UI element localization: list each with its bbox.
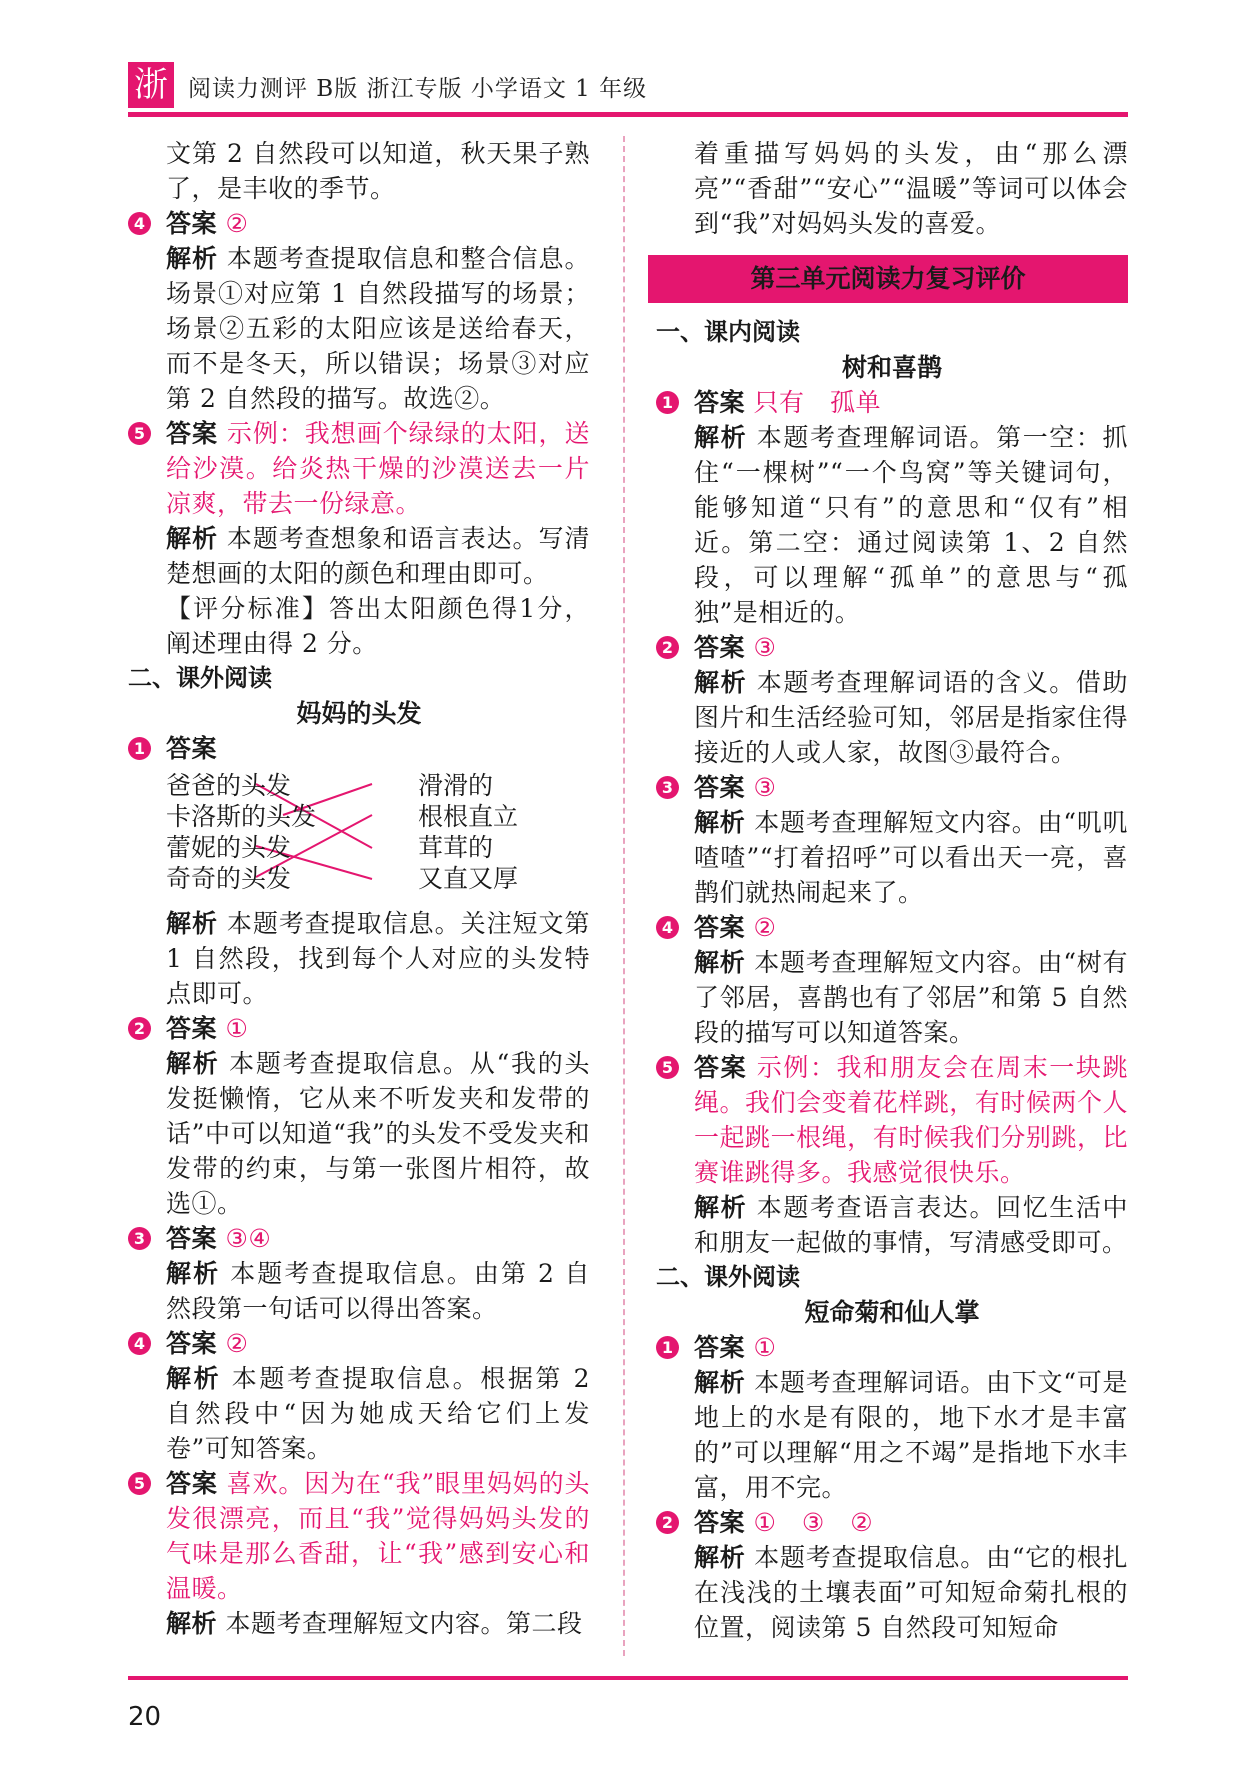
section-heading: 二、课外阅读 xyxy=(656,1263,800,1291)
question-number: 5 xyxy=(656,1056,679,1079)
analysis-text: 本题考查语言表达。回忆生活中和朋友一起做的事情，写清感受即可。 xyxy=(694,1193,1128,1257)
section-heading: 一、课内阅读 xyxy=(656,318,800,346)
match-right-item: 茸茸的 xyxy=(418,833,494,862)
analysis-text: 本题考查提取信息和整合信息。场景①对应第 1 自然段描写的场景；场景②五彩的太阳应该是送给春天，而不是冬天，所以错误；场景③对应第 2 自然段的描写。故选②。 xyxy=(166,244,590,413)
question-4 xyxy=(128,1326,590,1466)
book-title: 阅读力测评 B版 浙江专版 小学语文 1 年级 xyxy=(188,76,648,102)
question-number: 1 xyxy=(128,737,151,760)
analysis-label: 解析 xyxy=(166,909,218,938)
answer-text: ② xyxy=(225,209,249,238)
answer-label: 答案 xyxy=(166,1469,218,1498)
passage-title: 妈妈的头发 xyxy=(296,699,422,728)
match-left-item: 蕾妮的头发 xyxy=(166,833,292,862)
question-3 xyxy=(656,770,1128,910)
analysis-label: 解析 xyxy=(694,668,748,697)
answer-label: 答案 xyxy=(166,1014,218,1043)
answer-text: 示例：我和朋友会在周末一块跳绳。我们会变着花样跳，有时候两个人一起跳一根绳，有时候我们分别跳，比赛谁跳得多。我感觉很快乐。 xyxy=(694,1053,1128,1187)
analysis-label: 解析 xyxy=(694,1368,746,1397)
analysis-label: 解析 xyxy=(166,1364,222,1393)
scoring-criteria: 【评分标准】答出太阳颜色得1分，阐述理由得 2 分。 xyxy=(166,594,590,658)
question-4 xyxy=(128,206,590,416)
analysis-text: 本题考查理解短文内容。由“叽叽喳喳”“打着招呼”可以看出天一亮，喜鹊们就热闹起来了。 xyxy=(694,808,1128,907)
column-divider xyxy=(623,136,625,1656)
question-number: 5 xyxy=(128,1472,151,1495)
header-rule xyxy=(128,112,1128,117)
answer-text: 示例：我想画个绿绿的太阳，送给沙漠。给炎热干燥的沙漠送去一片凉爽，带去一份绿意。 xyxy=(166,419,590,518)
answer-text: ③ xyxy=(753,773,777,802)
question-1 xyxy=(656,385,1128,630)
page-header xyxy=(128,60,1128,116)
question-5 xyxy=(128,416,590,661)
analysis-label: 解析 xyxy=(694,1543,746,1572)
question-3 xyxy=(128,1221,590,1326)
answer-text: ① xyxy=(225,1014,249,1043)
analysis-text: 本题考查理解词语。由下文“可是地上的水是有限的，地下水才是丰富的”可以理解“用之不竭”是指地下水丰富，用不完。 xyxy=(694,1368,1128,1502)
answer-label: 答案 xyxy=(694,913,746,942)
answer-label: 答案 xyxy=(166,1329,218,1358)
match-left-item: 爸爸的头发 xyxy=(166,771,292,800)
answer-label: 答案 xyxy=(166,734,218,763)
province-badge: 浙 xyxy=(128,62,174,108)
question-4 xyxy=(656,910,1128,1050)
answer-label: 答案 xyxy=(166,209,218,238)
answer-label: 答案 xyxy=(694,388,746,417)
analysis-label: 解析 xyxy=(694,1193,748,1222)
match-right-item: 又直又厚 xyxy=(418,864,519,893)
continued-text: 着重描写妈妈的头发，由“那么漂亮”“香甜”“安心”“温暖”等词可以体会到“我”对妈妈头发的喜爱。 xyxy=(694,139,1128,238)
question-number: 5 xyxy=(128,422,151,445)
right-column xyxy=(656,136,1128,1645)
analysis-text: 本题考查理解短文内容。由“树有了邻居，喜鹊也有了邻居”和第 5 自然段的描写可以知道答案。 xyxy=(694,948,1128,1047)
question-number: 1 xyxy=(656,391,679,414)
analysis-label: 解析 xyxy=(166,1049,220,1078)
analysis-label: 解析 xyxy=(694,808,746,837)
answer-text: ① ③ ② xyxy=(753,1508,874,1537)
analysis-text: 本题考查提取信息。由“它的根扎在浅浅的土壤表面”可知短命菊扎根的位置，阅读第 5 自然段可知短命 xyxy=(694,1543,1128,1642)
question-number: 4 xyxy=(128,1332,151,1355)
question-1 xyxy=(656,1330,1128,1505)
page-number: 20 xyxy=(128,1702,162,1732)
answer-label: 答案 xyxy=(166,1224,218,1253)
passage-title: 短命菊和仙人掌 xyxy=(804,1298,980,1327)
intro-text: 文第 2 自然段可以知道，秋天果子熟了，是丰收的季节。 xyxy=(166,139,590,203)
question-number: 2 xyxy=(656,1511,679,1534)
answer-label: 答案 xyxy=(694,633,746,662)
answer-label: 答案 xyxy=(694,1333,746,1362)
answer-text: 只有 孤单 xyxy=(753,388,881,417)
question-5 xyxy=(128,1466,590,1641)
question-number: 1 xyxy=(656,1336,679,1359)
analysis-text: 本题考查提取信息。根据第 2 自然段中“因为她成天给它们上发卷”可知答案。 xyxy=(166,1364,590,1463)
answer-text: ③ xyxy=(753,633,777,662)
question-number: 3 xyxy=(128,1227,151,1250)
analysis-text: 本题考查理解短文内容。第二段 xyxy=(225,1609,583,1638)
passage-title: 树和喜鹊 xyxy=(841,353,942,382)
analysis-label: 解析 xyxy=(166,244,218,273)
question-number: 4 xyxy=(128,212,151,235)
answer-text: ③④ xyxy=(225,1224,272,1253)
analysis-text: 本题考查提取信息。从“我的头发挺懒惰，它从来不听发夹和发带的话”中可以知道“我”的头发不受发夹和发带的约束，与第一张图片相符，故选①。 xyxy=(166,1049,590,1218)
analysis-label: 解析 xyxy=(166,524,218,553)
question-2 xyxy=(656,630,1128,770)
footer-rule xyxy=(128,1676,1128,1680)
question-number: 2 xyxy=(128,1017,151,1040)
match-right-item: 根根直立 xyxy=(418,802,519,831)
question-2 xyxy=(128,1011,590,1221)
answer-label: 答案 xyxy=(166,419,218,448)
section-heading: 二、课外阅读 xyxy=(128,664,272,692)
match-left-item: 卡洛斯的头发 xyxy=(166,802,317,831)
match-left-item: 奇奇的头发 xyxy=(166,864,292,893)
question-5 xyxy=(656,1050,1128,1260)
question-2 xyxy=(656,1505,1128,1645)
analysis-text: 本题考查理解词语。第一空：抓住“一棵树”“一个鸟窝”等关键词句，能够知道“只有”的意思和“仅有”相近。第二空：通过阅读第 1、2 自然段，可以理解“孤单”的意思与“孤独”是相近的。 xyxy=(694,423,1128,627)
answer-label: 答案 xyxy=(694,773,746,802)
match-right-item: 滑滑的 xyxy=(418,771,494,800)
matching-answer xyxy=(128,766,590,906)
question-number: 3 xyxy=(656,776,679,799)
analysis-label: 解析 xyxy=(166,1259,221,1288)
unit-banner: 第三单元阅读力复习评价 xyxy=(648,255,1128,303)
question-number: 2 xyxy=(656,636,679,659)
answer-label: 答案 xyxy=(694,1508,746,1537)
analysis-text: 本题考查提取信息。由第 2 自然段第一句话可以得出答案。 xyxy=(166,1259,590,1323)
answer-text: 喜欢。因为在“我”眼里妈妈的头发很漂亮，而且“我”觉得妈妈头发的气味是那么香甜，让“我”感到安心和温暖。 xyxy=(166,1469,590,1603)
left-column xyxy=(128,136,590,1641)
answer-text: ② xyxy=(753,913,777,942)
analysis-label: 解析 xyxy=(166,1609,218,1638)
question-number: 4 xyxy=(656,916,679,939)
answer-text: ② xyxy=(225,1329,249,1358)
analysis-text: 本题考查想象和语言表达。写清楚想画的太阳的颜色和理由即可。 xyxy=(166,524,590,588)
question-1 xyxy=(128,731,590,766)
analysis-text: 本题考查理解词语的含义。借助图片和生活经验可知，邻居是指家住得接近的人或人家，故图③最符合。 xyxy=(694,668,1128,767)
answer-label: 答案 xyxy=(694,1053,748,1082)
analysis-label: 解析 xyxy=(694,423,748,452)
analysis-text: 本题考查提取信息。关注短文第 1 自然段，找到每个人对应的头发特点即可。 xyxy=(166,909,590,1008)
answer-text: ① xyxy=(753,1333,777,1362)
analysis-label: 解析 xyxy=(694,948,746,977)
